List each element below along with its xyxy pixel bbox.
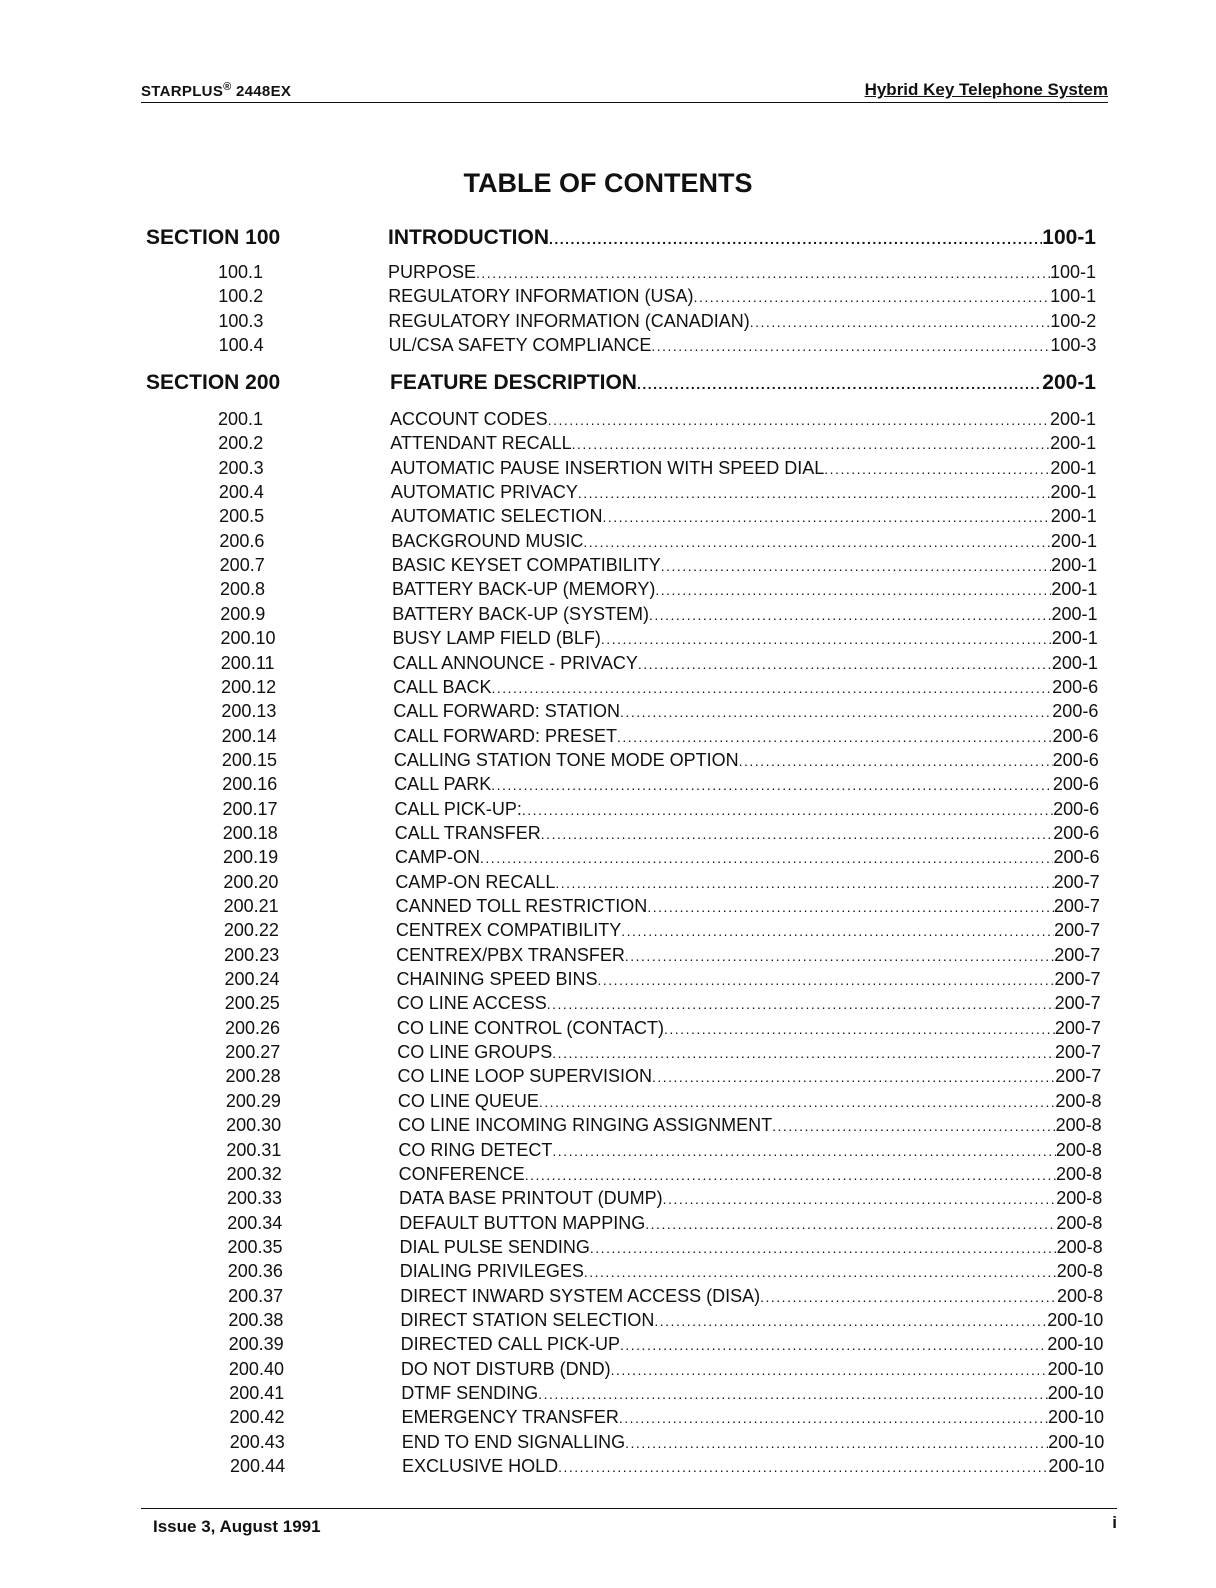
toc-item-entry[interactable]: [397, 1042, 1101, 1063]
toc-item-number: 200.37: [228, 1285, 284, 1306]
toc-item-title: BASIC KEYSET COMPATIBILITY: [391, 555, 661, 576]
dot-leader: [601, 631, 1052, 647]
toc-item-entry[interactable]: [400, 1286, 1103, 1307]
toc-item-title: CANNED TOLL RESTRICTION: [395, 896, 648, 916]
toc-item-number: 200.30: [226, 1115, 282, 1136]
toc-item-entry[interactable]: [398, 1091, 1102, 1112]
toc-item-page: 200-1: [1050, 506, 1097, 527]
toc-item-entry[interactable]: [401, 1334, 1104, 1355]
toc-item-number: 200.2: [218, 433, 264, 454]
toc-item-number: 100.3: [218, 310, 264, 331]
footer-page-number: i: [1112, 1513, 1117, 1532]
header-model: 2448EX: [231, 83, 292, 100]
dot-leader: [645, 1216, 1056, 1232]
toc-item-page: 200-8: [1056, 1236, 1103, 1257]
toc-item-number: 200.5: [219, 506, 265, 527]
toc-item-entry[interactable]: [393, 628, 1098, 649]
toc-item-page: 200-7: [1054, 920, 1101, 941]
toc-item-page: 100-3: [1050, 335, 1097, 356]
dot-leader: [552, 1143, 1055, 1159]
toc-item-entry[interactable]: [398, 1140, 1101, 1161]
toc-item-title: DIRECTED CALL PICK-UP: [400, 1334, 620, 1355]
toc-item-title: DIALING PRIVILEGES: [399, 1261, 584, 1282]
dot-leader: [625, 948, 1054, 964]
toc-item-title: CENTREX/PBX TRANSFER: [396, 944, 625, 965]
toc-item-title: END TO END SIGNALLING: [401, 1431, 626, 1452]
section-heading-entry[interactable]: [390, 371, 1096, 395]
toc-item-title: CALL FORWARD: STATION: [393, 701, 621, 722]
toc-item-title: CONFERENCE: [398, 1163, 525, 1184]
toc-item-title: DTMF SENDING: [401, 1383, 539, 1403]
dot-leader: [649, 607, 1052, 623]
toc-item-entry[interactable]: [401, 1383, 1104, 1404]
toc-item-title: ACCOUNT CODES: [390, 409, 548, 429]
toc-item-page: 200-8: [1056, 1261, 1103, 1282]
toc-item-number: 200.15: [221, 749, 277, 770]
toc-item-page: 200-7: [1055, 1066, 1102, 1087]
toc-item-title: DIRECT INWARD SYSTEM ACCESS (DISA): [400, 1285, 761, 1306]
toc-item-number: 200.28: [225, 1066, 281, 1087]
toc-item-number: 200.3: [218, 457, 264, 478]
dot-leader: [694, 289, 1051, 305]
toc-item-number: 200.14: [221, 725, 277, 746]
toc-item-title: BACKGROUND MUSIC: [391, 530, 584, 551]
toc-item-entry[interactable]: [397, 993, 1101, 1014]
toc-item-entry[interactable]: [393, 677, 1098, 698]
dot-leader: [739, 753, 1053, 769]
toc-item-title: CALL PICK-UP:: [394, 798, 522, 819]
toc-item-title: DO NOT DISTURB (DND): [400, 1358, 611, 1379]
toc-item-number: 200.33: [226, 1188, 283, 1209]
registered-mark: ®: [223, 81, 232, 93]
toc-item-number: 200.42: [229, 1407, 285, 1428]
toc-item-title: REGULATORY INFORMATION (USA): [388, 286, 694, 307]
dot-leader: [572, 436, 1050, 452]
page-footer: [141, 1508, 1117, 1536]
dot-leader: [602, 509, 1050, 525]
toc-item-entry[interactable]: [399, 1213, 1102, 1234]
toc-item-entry[interactable]: [389, 335, 1097, 356]
toc-item-entry[interactable]: [399, 1188, 1102, 1209]
dot-leader: [664, 1021, 1055, 1037]
toc-item-entry[interactable]: [395, 847, 1099, 868]
toc-item-number: 200.35: [227, 1236, 283, 1257]
toc-item-title: REGULATORY INFORMATION (CANADIAN): [388, 310, 750, 331]
toc-item-number: 200.18: [222, 822, 278, 843]
toc-item-entry[interactable]: [396, 920, 1100, 941]
toc-item-page: 200-6: [1053, 847, 1100, 868]
toc-item-number: 200.31: [226, 1139, 282, 1160]
dot-leader: [480, 850, 1053, 866]
dot-leader: [663, 1191, 1057, 1207]
toc-item-number: 200.11: [220, 652, 275, 673]
toc-item-number: 200.23: [224, 944, 280, 965]
dot-leader: [491, 777, 1053, 793]
toc-item-number: 200.40: [228, 1358, 284, 1379]
toc-item-entry[interactable]: [402, 1456, 1104, 1477]
toc-item-entry[interactable]: [399, 1164, 1102, 1185]
toc-item-number: 200.8: [219, 579, 265, 600]
toc-item-title: CALL TRANSFER: [394, 822, 541, 843]
toc-item-page: 200-10: [1047, 1358, 1104, 1379]
toc-item-title: BATTERY BACK-UP (MEMORY): [391, 579, 656, 600]
dot-leader: [538, 1386, 1048, 1402]
dot-leader: [824, 461, 1050, 477]
dot-leader: [625, 1435, 1048, 1451]
toc-item-number: 200.10: [220, 628, 276, 649]
dot-leader: [583, 534, 1051, 550]
toc-item-number: 200.12: [221, 676, 277, 697]
toc-item-number: 200.22: [223, 920, 279, 941]
dot-leader: [590, 1240, 1057, 1256]
toc-item-page: 200-8: [1056, 1163, 1103, 1184]
toc-item-title: DIAL PULSE SENDING: [399, 1236, 590, 1257]
toc-item-number: 200.26: [225, 1017, 281, 1038]
toc-item-title: CHAINING SPEED BINS: [396, 969, 598, 990]
toc-item-title: CALL FORWARD: PRESET: [393, 725, 617, 746]
toc-item-page: 200-10: [1048, 1456, 1105, 1477]
toc-item-title: DEFAULT BUTTON MAPPING: [399, 1212, 646, 1233]
dot-leader: [558, 1459, 1048, 1475]
toc-item-entry[interactable]: [388, 286, 1096, 307]
toc-item-entry[interactable]: [388, 262, 1096, 283]
toc-item-page: 200-6: [1053, 822, 1100, 843]
toc-item-page: 200-7: [1054, 1017, 1101, 1038]
toc-item-number: 200.38: [228, 1309, 284, 1330]
dot-leader: [522, 802, 1053, 818]
dot-leader: [525, 1167, 1056, 1183]
toc-item-entry[interactable]: [396, 969, 1100, 990]
toc-item-page: 200-10: [1047, 1383, 1104, 1403]
toc-item-number: 200.16: [222, 774, 278, 795]
toc-item-page: 200-8: [1055, 1090, 1102, 1111]
toc-item-number: 200.36: [227, 1261, 283, 1282]
toc-item-number: 200.20: [223, 871, 279, 892]
toc-item-number: 200.4: [218, 482, 264, 503]
toc-item-page: 200-6: [1052, 774, 1099, 795]
dot-leader: [578, 485, 1051, 501]
dot-leader: [621, 923, 1054, 939]
section-heading-entry[interactable]: [388, 226, 1096, 250]
toc-item-page: 200-10: [1047, 1334, 1104, 1355]
dot-leader: [547, 996, 1055, 1012]
toc-item-entry[interactable]: [395, 823, 1100, 844]
toc-item-title: EMERGENCY TRANSFER: [401, 1407, 619, 1428]
footer-issue: Issue 3, August 1991: [153, 1517, 321, 1536]
toc-item-page: 200-10: [1048, 1431, 1105, 1452]
toc-item-page: 200-7: [1055, 1042, 1102, 1063]
toc-item-entry[interactable]: [400, 1237, 1103, 1258]
toc-item-page: 200-1: [1051, 628, 1098, 649]
toc-item-number: 200.21: [223, 896, 279, 916]
toc-item-entry[interactable]: [391, 506, 1097, 527]
toc-item-number: 200.41: [229, 1383, 285, 1403]
toc-item-title: DIRECT STATION SELECTION: [400, 1309, 655, 1330]
dot-leader: [597, 972, 1054, 988]
toc-item-entry[interactable]: [394, 750, 1099, 771]
toc-item-page: 200-1: [1050, 482, 1097, 503]
toc-item-title: CAMP-ON: [395, 847, 481, 868]
toc-item-title: EXCLUSIVE HOLD: [402, 1456, 559, 1477]
toc-item-number: 200.29: [225, 1090, 281, 1111]
toc-item-title: CO LINE QUEUE: [397, 1090, 539, 1111]
dot-leader: [760, 1289, 1057, 1305]
toc-item-entry[interactable]: [396, 945, 1100, 966]
toc-item-page: 200-7: [1053, 896, 1100, 916]
toc-item-entry[interactable]: [390, 409, 1096, 430]
toc-item-number: 200.19: [223, 847, 279, 868]
toc-item-number: 200.43: [229, 1431, 285, 1452]
dot-leader: [611, 1362, 1048, 1378]
toc-item-number: 100.4: [218, 335, 264, 356]
toc-item-title: CALL ANNOUNCE - PRIVACY: [392, 652, 638, 673]
toc-item-page: 200-6: [1052, 676, 1099, 697]
toc-item-title: AUTOMATIC PAUSE INSERTION WITH SPEED DIAL: [390, 457, 825, 478]
toc-item-entry[interactable]: [391, 531, 1097, 552]
dot-leader: [654, 1313, 1047, 1329]
toc-item-page: 200-7: [1054, 993, 1101, 1014]
toc-item-title: CO LINE GROUPS: [397, 1042, 553, 1063]
dot-leader: [555, 875, 1053, 891]
dot-leader: [584, 1264, 1057, 1280]
toc-item-page: 200-8: [1056, 1188, 1103, 1209]
toc-item-title: CO LINE LOOP SUPERVISION: [397, 1066, 652, 1087]
section-heading-page: 200-1: [1042, 371, 1096, 394]
toc-item-title: CO LINE INCOMING RINGING ASSIGNMENT: [398, 1115, 773, 1136]
toc-item-title: CENTREX COMPATIBILITY: [395, 920, 622, 941]
header-brand: STARPLUS: [141, 83, 224, 100]
toc-item-entry[interactable]: [397, 1018, 1101, 1039]
toc-item-entry[interactable]: [402, 1432, 1104, 1453]
toc-item-title: UL/CSA SAFETY COMPLIANCE: [388, 335, 652, 356]
dot-leader: [620, 704, 1052, 720]
dot-leader: [651, 338, 1050, 354]
dot-leader: [750, 314, 1050, 330]
dot-leader: [638, 656, 1052, 672]
toc-item-entry[interactable]: [396, 896, 1100, 917]
toc-item-title: DATA BASE PRINTOUT (DUMP): [398, 1188, 663, 1209]
dot-leader: [647, 899, 1054, 915]
toc-item-number: 200.9: [220, 603, 266, 624]
toc-item-entry[interactable]: [401, 1359, 1104, 1380]
toc-item-title: CALL BACK: [393, 676, 492, 697]
dot-leader: [549, 231, 1042, 247]
toc-item-page: 100-1: [1050, 286, 1097, 307]
dot-leader: [476, 265, 1050, 281]
toc-item-number: 200.24: [224, 969, 280, 990]
toc-item-entry[interactable]: [398, 1115, 1102, 1136]
section-heading-title: INTRODUCTION: [388, 226, 549, 249]
toc-item-number: 200.27: [225, 1042, 281, 1063]
toc-item-page: 200-1: [1050, 530, 1097, 551]
toc-item-page: 100-2: [1050, 310, 1097, 331]
toc-item-number: 200.25: [224, 993, 280, 1014]
dot-leader: [619, 1410, 1048, 1426]
toc-item-number: 200.32: [226, 1163, 282, 1184]
toc-item-title: ATTENDANT RECALL: [390, 433, 572, 454]
toc-item-entry[interactable]: [400, 1261, 1103, 1282]
toc-item-page: 200-8: [1057, 1285, 1104, 1306]
toc-item-title: AUTOMATIC SELECTION: [391, 506, 603, 527]
toc-item-title: PURPOSE: [388, 262, 477, 282]
toc-item-number: 200.39: [228, 1334, 284, 1355]
toc-item-entry[interactable]: [391, 482, 1097, 503]
toc-item-number: 100.1: [218, 262, 264, 282]
dot-leader: [541, 826, 1053, 842]
dot-leader: [548, 412, 1050, 428]
dot-leader: [637, 376, 1042, 392]
toc-item-page: 200-6: [1052, 701, 1099, 722]
page-title: TABLE OF CONTENTS: [463, 168, 753, 198]
toc-item-number: 200.17: [222, 798, 278, 819]
toc-item-title: BUSY LAMP FIELD (BLF): [392, 628, 601, 649]
toc-item-entry[interactable]: [398, 1066, 1102, 1087]
toc-item-title: CO LINE CONTROL (CONTACT): [397, 1017, 665, 1038]
toc-item-title: CO RING DETECT: [398, 1139, 553, 1160]
toc-item-title: BATTERY BACK-UP (SYSTEM): [392, 603, 649, 624]
toc-item-page: 200-1: [1051, 555, 1098, 576]
toc-item-title: AUTOMATIC PRIVACY: [390, 482, 578, 503]
toc-item-page: 200-8: [1055, 1139, 1102, 1160]
toc-item-page: 200-1: [1051, 579, 1098, 600]
section-heading-title: FEATURE DESCRIPTION: [390, 371, 637, 394]
dot-leader: [652, 1069, 1055, 1085]
section-label: SECTION 100: [146, 226, 281, 249]
toc-item-entry[interactable]: [392, 555, 1097, 576]
toc-item-entry[interactable]: [391, 458, 1097, 479]
toc-item-entry[interactable]: [392, 579, 1097, 600]
page-header: [141, 74, 1108, 103]
toc-item-page: 200-1: [1050, 433, 1097, 454]
dot-leader: [617, 729, 1052, 745]
toc-item-number: 200.34: [227, 1212, 283, 1233]
header-product-name: [141, 81, 291, 100]
toc-item-entry[interactable]: [390, 433, 1096, 454]
toc-item-title: CAMP-ON RECALL: [395, 871, 556, 892]
toc-item-page: 200-7: [1053, 871, 1100, 892]
toc-item-entry[interactable]: [400, 1310, 1103, 1331]
toc-item-entry[interactable]: [394, 726, 1099, 747]
dot-leader: [539, 1094, 1056, 1110]
toc-item-page: 200-1: [1051, 652, 1098, 673]
toc-item-entry[interactable]: [392, 604, 1097, 625]
dot-leader: [491, 680, 1052, 696]
toc-item-number: 200.13: [221, 701, 277, 722]
toc-item-title: CALL PARK: [394, 774, 492, 795]
dot-leader: [661, 558, 1051, 574]
section-heading-page: 100-1: [1042, 226, 1096, 249]
toc-item-entry[interactable]: [401, 1407, 1104, 1428]
toc-item-number: 200.7: [219, 555, 265, 576]
toc-item-entry[interactable]: [393, 653, 1098, 674]
toc-item-page: 200-7: [1054, 944, 1101, 965]
dot-leader: [620, 1337, 1047, 1353]
toc-item-page: 100-1: [1049, 262, 1096, 282]
toc-item-page: 200-1: [1049, 409, 1096, 429]
toc-item-page: 200-6: [1052, 725, 1099, 746]
toc-item-page: 200-6: [1053, 798, 1100, 819]
toc-item-number: 200.44: [230, 1456, 286, 1477]
toc-item-page: 200-6: [1052, 749, 1099, 770]
section-label: SECTION 200: [146, 371, 281, 394]
toc-item-page: 200-8: [1056, 1212, 1103, 1233]
toc-item-entry[interactable]: [395, 872, 1099, 893]
toc-item-page: 200-10: [1047, 1309, 1104, 1330]
toc-item-page: 200-10: [1047, 1407, 1105, 1428]
toc-item-title: CALLING STATION TONE MODE OPTION: [393, 749, 739, 770]
toc-item-entry[interactable]: [394, 799, 1099, 820]
toc-item-page: 200-8: [1055, 1115, 1102, 1136]
toc-item-number: 200.1: [218, 409, 264, 429]
toc-item-entry[interactable]: [394, 774, 1099, 795]
toc-item-page: 200-1: [1050, 457, 1097, 478]
header-system-name: Hybrid Key Telephone System: [864, 80, 1108, 99]
toc-item-entry[interactable]: [388, 311, 1096, 332]
toc-item-entry[interactable]: [393, 701, 1098, 722]
toc-item-page: 200-7: [1054, 969, 1101, 990]
toc-item-title: CO LINE ACCESS: [396, 993, 547, 1014]
dot-leader: [772, 1118, 1055, 1134]
toc-item-number: 200.6: [219, 530, 265, 551]
dot-leader: [655, 582, 1051, 598]
dot-leader: [552, 1045, 1055, 1061]
toc-item-page: 200-1: [1051, 603, 1098, 624]
toc-item-number: 100.2: [218, 286, 264, 307]
